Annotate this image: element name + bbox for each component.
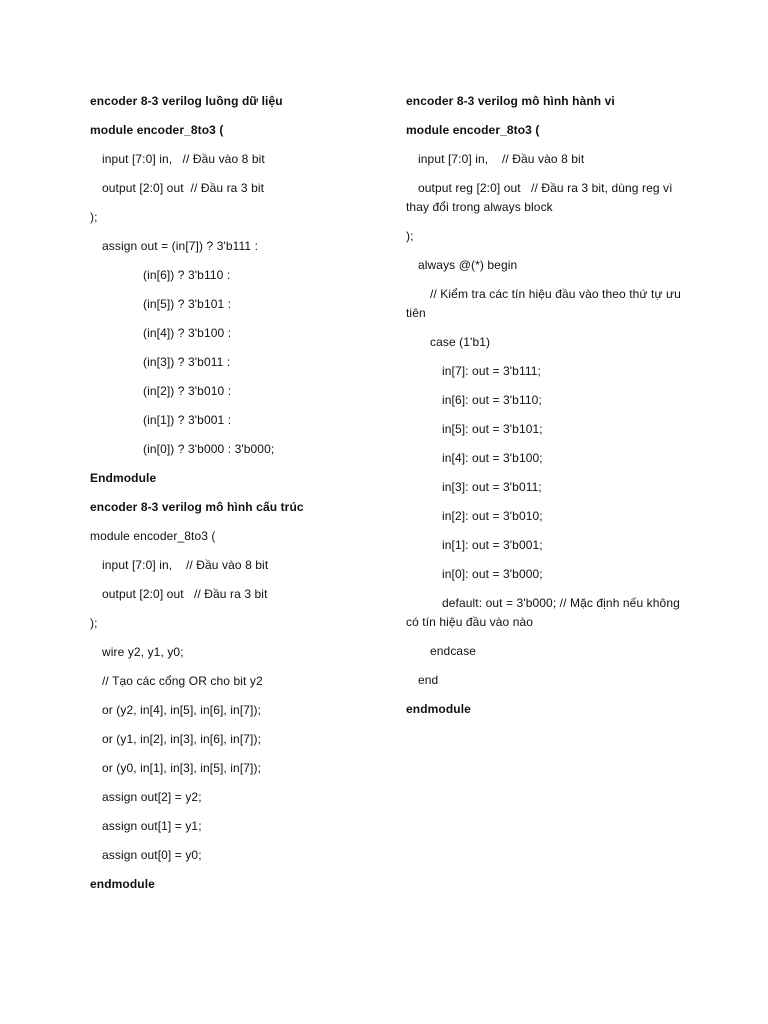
code-line: (in[4]) ? 3'b100 : <box>143 326 232 340</box>
code-line: or (y1, in[2], in[3], in[6], in[7]); <box>102 732 262 746</box>
code-line: module encoder_8to3 ( <box>90 123 224 137</box>
code-line: assign out[2] = y2; <box>102 790 202 804</box>
code-line: Endmodule <box>90 471 157 485</box>
code-line: endcase <box>430 644 477 658</box>
code-line: in[3]: out = 3'b011; <box>442 480 542 494</box>
code-line: in[7]: out = 3'b111; <box>442 364 541 378</box>
code-line: output [2:0] out // Đầu ra 3 bit <box>102 181 265 195</box>
code-line: module encoder_8to3 ( <box>406 123 540 137</box>
code-line: input [7:0] in, // Đầu vào 8 bit <box>418 152 585 166</box>
code-line: (in[3]) ? 3'b011 : <box>143 355 231 369</box>
code-line: or (y2, in[4], in[5], in[6], in[7]); <box>102 703 262 717</box>
code-line: always @(*) begin <box>418 258 518 272</box>
code-line: in[4]: out = 3'b100; <box>442 451 543 465</box>
behavioral-heading: encoder 8-3 verilog mô hình hành vi <box>406 94 615 108</box>
code-line: output [2:0] out // Đầu ra 3 bit <box>102 587 268 601</box>
code-line: ); <box>90 616 98 630</box>
code-line: (in[2]) ? 3'b010 : <box>143 384 232 398</box>
code-line: default: out = 3'b000; // Mặc định nếu không có tín hiệu đầu vào nào <box>406 596 684 629</box>
code-line: assign out = (in[7]) ? 3'b111 : <box>102 239 259 253</box>
code-line: in[6]: out = 3'b110; <box>442 393 542 407</box>
code-line: input [7:0] in, // Đầu vào 8 bit <box>102 152 265 166</box>
right-column <box>406 92 688 729</box>
code-line: ); <box>406 229 414 243</box>
code-line: in[1]: out = 3'b001; <box>442 538 543 552</box>
code-line: input [7:0] in, // Đầu vào 8 bit <box>102 558 269 572</box>
code-line: in[5]: out = 3'b101; <box>442 422 543 436</box>
code-line: end <box>418 673 439 687</box>
left-column <box>90 92 390 904</box>
code-line: endmodule <box>90 877 155 891</box>
code-line: // Tạo các cổng OR cho bit y2 <box>102 674 263 688</box>
code-line: // Kiểm tra các tín hiệu đầu vào theo thứ tự ưu tiên <box>406 287 685 320</box>
code-line: ); <box>90 210 98 224</box>
code-line: assign out[0] = y0; <box>102 848 202 862</box>
code-line: (in[0]) ? 3'b000 : 3'b000; <box>143 442 275 456</box>
code-line: in[0]: out = 3'b000; <box>442 567 543 581</box>
code-line: (in[1]) ? 3'b001 : <box>143 413 232 427</box>
code-line: endmodule <box>406 702 471 716</box>
code-line: (in[5]) ? 3'b101 : <box>143 297 232 311</box>
code-line: or (y0, in[1], in[3], in[5], in[7]); <box>102 761 262 775</box>
code-line: output reg [2:0] out // Đầu ra 3 bit, dùng reg vì thay đổi trong always block <box>406 181 677 214</box>
code-line: (in[6]) ? 3'b110 : <box>143 268 231 282</box>
structural-heading: encoder 8-3 verilog mô hình cấu trúc <box>90 500 304 514</box>
code-line: module encoder_8to3 ( <box>90 529 216 543</box>
code-line: case (1'b1) <box>430 335 491 349</box>
code-line: in[2]: out = 3'b010; <box>442 509 543 523</box>
code-line: assign out[1] = y1; <box>102 819 202 833</box>
dataflow-heading: encoder 8-3 verilog luồng dữ liệu <box>90 94 283 108</box>
code-line: wire y2, y1, y0; <box>102 645 184 659</box>
